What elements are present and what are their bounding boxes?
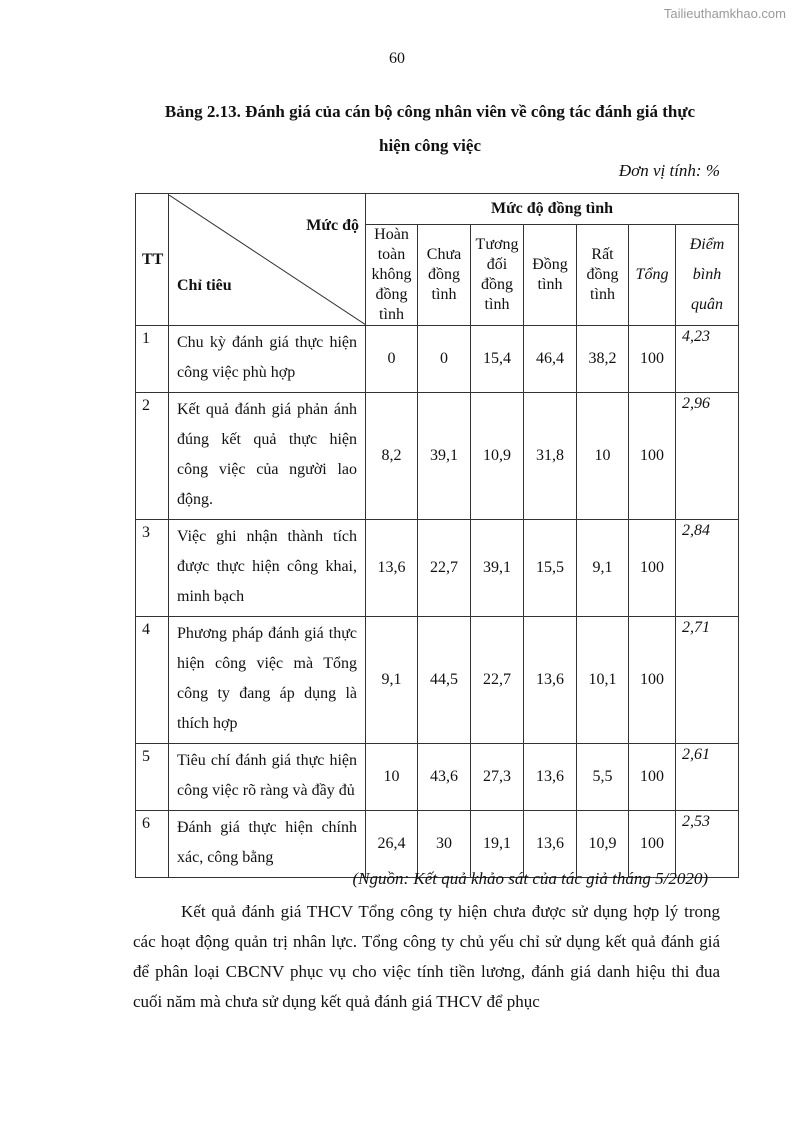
header-line: tình [431,286,457,303]
cell-chua-dong-tinh: 22,7 [418,520,471,617]
cell-diem-binh-quan: 2,84 [676,520,739,617]
row-number: 6 [136,811,169,878]
header-line: Điểm [689,236,725,253]
cell-diem-binh-quan: 2,61 [676,744,739,811]
header-line: tình [590,286,615,303]
header-chi-tieu: Chỉ tiêu [177,276,232,294]
header-line: đồng [428,266,460,283]
cell-rat-dong-tinh: 10 [577,393,629,520]
header-line: Chưa [426,246,462,263]
header-tong [629,225,676,326]
cell-hoan-toan-khong-dong-tinh: 26,4 [366,811,418,878]
table-title-line-2: hiện công việc [379,136,481,155]
header-muc-do-dong-tinh: Mức độ đồng tình [366,194,739,225]
header-line: đối [486,256,508,273]
cell-hoan-toan-khong-dong-tinh: 0 [366,326,418,393]
cell-chua-dong-tinh: 30 [418,811,471,878]
cell-rat-dong-tinh: 38,2 [577,326,629,393]
cell-tuong-doi-dong-tinh: 27,3 [471,744,524,811]
cell-tuong-doi-dong-tinh: 22,7 [471,617,524,744]
cell-chua-dong-tinh: 43,6 [418,744,471,811]
header-tuong-doi-dong-tinh [471,225,524,326]
body-paragraph [133,897,720,1017]
cell-rat-dong-tinh: 10,1 [577,617,629,744]
header-tt: TT [136,194,169,326]
cell-tong: 100 [629,744,676,811]
row-criteria: Kết quả đánh giá phản ánh đúng kết quả thực hiện công việc của người lao động. [169,393,366,520]
header-line: bình [692,266,722,283]
cell-tuong-doi-dong-tinh: 15,4 [471,326,524,393]
header-line: tình [484,296,510,313]
header-line: Rất [591,246,614,263]
table-row [136,326,739,393]
table-row [136,744,739,811]
header-chua-dong-tinh [418,225,471,326]
header-hoan-toan-khong-dong-tinh [366,225,418,326]
cell-tuong-doi-dong-tinh: 10,9 [471,393,524,520]
cell-rat-dong-tinh: 9,1 [577,520,629,617]
header-line: Tổng [635,266,669,283]
header-rat-dong-tinh [577,225,629,326]
cell-diem-binh-quan: 2,71 [676,617,739,744]
header-line: Tương [475,236,519,253]
header-line: tình [537,276,563,293]
row-number: 3 [136,520,169,617]
table-title [130,95,730,163]
cell-chua-dong-tinh: 39,1 [418,393,471,520]
cell-tong: 100 [629,811,676,878]
header-diagonal-cell [169,194,366,326]
header-line: Hoàn [374,226,409,243]
row-criteria: Tiêu chí đánh giá thực hiện công việc rõ ràng và đầy đủ [169,744,366,811]
header-line: quân [691,296,724,313]
row-criteria: Phương pháp đánh giá thực hiện công việc mà Tổng công ty đang áp dụng là thích hợp [169,617,366,744]
row-criteria: Đánh giá thực hiện chính xác, công bằng [169,811,366,878]
cell-hoan-toan-khong-dong-tinh: 10 [366,744,418,811]
cell-dong-tinh: 13,6 [524,617,577,744]
header-diem-binh-quan [676,225,739,326]
row-number: 4 [136,617,169,744]
header-muc-do: Mức độ [306,216,359,234]
cell-hoan-toan-khong-dong-tinh: 8,2 [366,393,418,520]
header-line: tình [379,306,404,323]
table-row [136,811,739,878]
table-row [136,617,739,744]
row-number: 1 [136,326,169,393]
cell-chua-dong-tinh: 0 [418,326,471,393]
diagonal-line [169,195,366,325]
cell-diem-binh-quan: 4,23 [676,326,739,393]
cell-tong: 100 [629,520,676,617]
cell-chua-dong-tinh: 44,5 [418,617,471,744]
cell-dong-tinh: 46,4 [524,326,577,393]
source-note: (Nguồn: Kết quả khảo sát của tác giả tháng 5/2020) [352,869,708,888]
table-title-line-1: Bảng 2.13. Đánh giá của cán bộ công nhân viên về công tác đánh giá thực [164,102,696,121]
cell-rat-dong-tinh: 10,9 [577,811,629,878]
cell-tuong-doi-dong-tinh: 19,1 [471,811,524,878]
cell-diem-binh-quan: 2,96 [676,393,739,520]
cell-rat-dong-tinh: 5,5 [577,744,629,811]
cell-hoan-toan-khong-dong-tinh: 13,6 [366,520,418,617]
cell-tuong-doi-dong-tinh: 39,1 [471,520,524,617]
row-number: 5 [136,744,169,811]
row-criteria: Việc ghi nhận thành tích được thực hiện công khai, minh bạch [169,520,366,617]
row-number: 2 [136,393,169,520]
cell-tong: 100 [629,326,676,393]
survey-table [135,193,739,878]
cell-tong: 100 [629,617,676,744]
header-dong-tinh [524,225,577,326]
cell-dong-tinh: 15,5 [524,520,577,617]
cell-diem-binh-quan: 2,53 [676,811,739,878]
cell-dong-tinh: 13,6 [524,811,577,878]
watermark: Tailieuthamkhao.com [663,6,786,21]
cell-tong: 100 [629,393,676,520]
header-line: đồng [481,276,513,293]
table-row [136,393,739,520]
header-line: toàn [377,246,406,263]
cell-hoan-toan-khong-dong-tinh: 9,1 [366,617,418,744]
unit-note: Đơn vị tính: % [618,161,720,180]
header-line: Đồng [532,256,568,273]
cell-dong-tinh: 13,6 [524,744,577,811]
row-criteria: Chu kỳ đánh giá thực hiện công việc phù hợp [169,326,366,393]
header-line: đồng [375,286,408,303]
page-number: 60 [389,50,405,67]
header-line: không [371,266,412,283]
table-row [136,520,739,617]
paragraph-text: Kết quả đánh giá THCV Tổng công ty hiện chưa được sử dụng hợp lý trong các hoạt động quản trị nhân lực. Tổng công ty chủ yếu chỉ sử dụng kết quả đánh giá để phân loại CBCNV phục vụ cho việc tính tiền lương, đánh giá danh hiệu thi đua cuối năm mà chưa sử dụng kết quả đánh giá THCV để phục [133,902,720,1011]
header-line: đồng [586,266,619,283]
cell-dong-tinh: 31,8 [524,393,577,520]
